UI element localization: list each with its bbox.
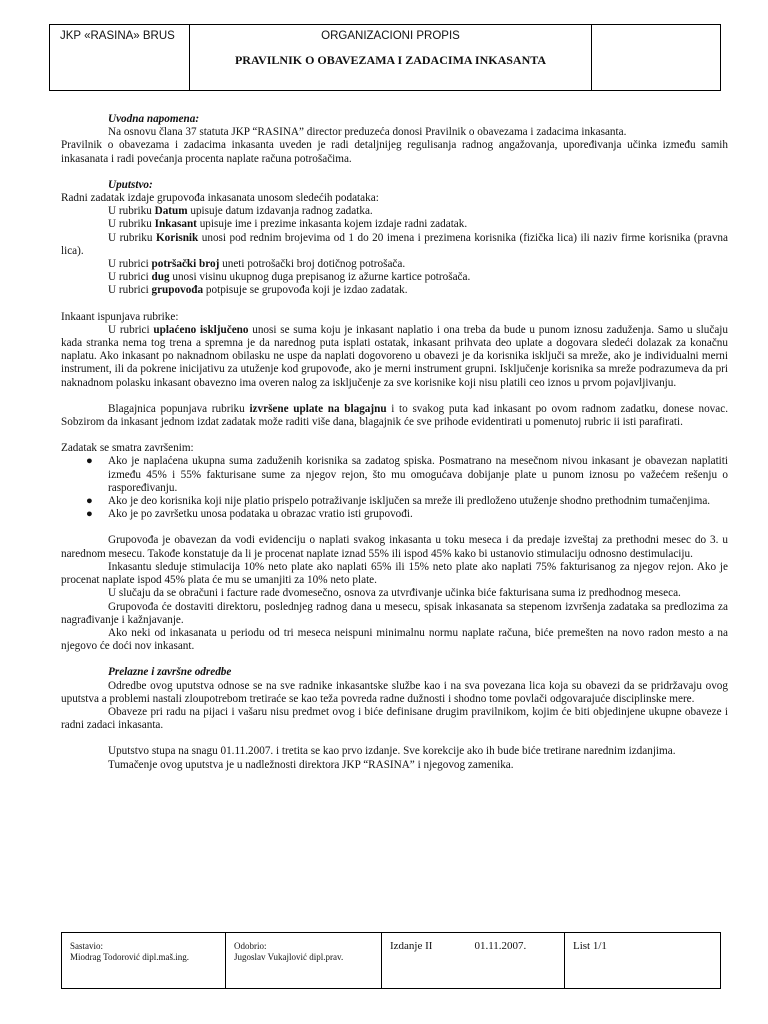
inkasant-lead: Inkaant ispunjava rubrike: xyxy=(61,310,179,323)
document-body xyxy=(61,113,728,772)
uputstvo-item: U rubriku Inkasant upisuje ime i prezime inkasanta kojem izdaje radni zadatak. xyxy=(108,218,468,231)
list-item: ● Ako je naplaćena ukupna suma zaduženih korisnika sa zadatog spiska. Posmatrano na mesečnom nivou inkasant je obavezan naplatiti između 45% i 55% fakturisane sume za njegov rejon, što mu omogućava dobijanje plate u punom iznosu po važećem rešenju o raspoređivanju. xyxy=(86,455,728,494)
uputstvo-item: U rubrici grupovođa potpisuje se grupovođa koji je izdao zadatak. xyxy=(108,284,408,297)
grupovodja-paragraph: U slučaju da se obračuni i facture rade dvomesečno, osnova za utvrđivanje učinka biće fakturisana suma iz predhodnog meseca. xyxy=(108,587,681,600)
footer-table xyxy=(61,932,721,989)
uputstvo-item: U rubriku Datum upisuje datum izdavanja radnog zadatka. xyxy=(108,205,373,218)
grupovodja-paragraph: Grupovođa će dostaviti direktoru, poslednjeg radnog dana u mesecu, spisak inkasanata sa stepenom izvršenja zadataka sa predlozima za nagrađivanje i kažnjavanje. xyxy=(61,600,728,626)
bullet-icon: ● xyxy=(86,495,93,508)
bullet-icon: ● xyxy=(86,455,93,468)
footer-list: List 1/1 xyxy=(573,940,607,952)
intro-paragraph-2: Pravilnik o obavezama i zadacima inkasanta uveden je radi detaljnijeg regulisanja radnog angažovanja, upoređivanja učinka između samih inkasanata i radi povećanja procenta naplate računa potrošačima. xyxy=(61,139,728,165)
uputstvo-lead: Radni zadatak izdaje grupovođa inkasanata unosom sledećih podataka: xyxy=(61,192,379,205)
uputstvo-item: U rubriku Korisnik unosi pod rednim brojevima od 1 do 20 imena i prezimena korisnika (fizička lica) ili naziv firme korisnika (pravna lica). xyxy=(61,231,728,257)
intro-heading: Uvodna napomena: xyxy=(108,113,200,125)
uputstvo-item: U rubrici potršački broj uneti potrošački broj dotičnog potrošača. xyxy=(108,258,406,271)
prelazne-paragraph-1: Odredbe ovog uputstva odnose se na sve radnike inkasantske službe kao i na sva povezana lica koja su obavezi da se pridržavaju ovog uputstva a problemi nastali zloupotrebom tretiraće se kao teža povreda radne dužnosti i shodno tome povlači odgovarajuće disciplinske mere. xyxy=(61,679,728,705)
header-center xyxy=(190,25,592,90)
uputstvo-item: U rubrici dug unosi visinu ukupnog duga prepisanog iz ažurne kartice potrošača. xyxy=(108,271,471,284)
company-name: JKP «RASINA» BRUS xyxy=(50,25,190,90)
prelazne-heading: Prelazne i završne odredbe xyxy=(108,666,232,679)
inkasant-paragraph: U rubrici uplaćeno isključeno unosi se suma koju je inkasant naplatio i ona treba da bude u punom iznosu zaduženja. Samo u slučaju kada stranka nema tog trena a spremna je da narednog puta isplati ostatak, inkasant prihvata deo uplate a dogovara sledeći dolazak za konačnu naplatu. Ako inkasant po naknadnom obilasku ne uspe da naplati dogovoreno u obavezi je da korisnika isključi sa mreže, ako je individualni merni instrument, ili da pokrene inicijativu za utuženje kod grupovođe, ako je merni instrument grupni. Isključenje korisnika sa mreže podrazumeva da pri naknadnom polasku inkasant obavezno ima overen nalog za isključenje za sve korisnike koji nisu platili ceo iznos u prvom pojavljivanju. xyxy=(61,323,728,389)
header-table xyxy=(49,24,721,91)
doc-title: PRAVILNIK O OBAVEZAMA I ZADACIMA INKASANTA xyxy=(234,53,547,67)
grupovodja-paragraph: Grupovođa je obavezan da vodi evidenciju o naplati svakog inkasanta u toku meseca i da predaje izveštaj za prethodni mesec do 3. u narednom mesecu. Takođe konstatuje da li je procenat naplate iznad 55% ili ispod 45% kako bi ustanovio stimulaciju odnosno destimulaciju. xyxy=(61,534,728,560)
prelazne-paragraph-2: Obaveze pri radu na pijaci i vašaru nisu predmet ovog i biće definisane drugim pravilnikom, kojim će biti objedinjene ukupne obaveze i radni zadaci inkasanta. xyxy=(61,705,728,732)
blagajnica-paragraph: Blagajnica popunjava rubriku izvršene uplate na blagajnu i to svakog puta kad inkasant po ovom radnom zadatku, donese novac. Sobzirom da inkasant jednom izdat zadatak može raditi više dana, blagajnik će sve prihode evidentirati u pomenutoj rubric ii isti parafirati. xyxy=(61,402,729,429)
list-item: ● Ako je po završetku unosa podataka u obrazac vratio isti grupovođi. xyxy=(86,508,413,521)
prelazne-paragraph-4: Tumačenje ovog uputstva je u nadležnosti direktora JKP “RASINA” i njegovog zamenika. xyxy=(108,758,514,771)
zavrsen-lead: Zadatak se smatra završenim: xyxy=(61,442,194,455)
footer-izdanje: Izdanje II 01.11.2007. xyxy=(382,933,565,988)
prelazne-paragraph-3: Uputstvo stupa na snagu 01.11.2007. i tretita se kao prvo izdanje. Sve korekcije ako ih bude biće tretirane narednim izdanjima. xyxy=(108,745,676,758)
header-empty-cell xyxy=(592,25,720,90)
uputstvo-heading: Uputstvo: xyxy=(108,178,153,191)
grupovodja-paragraph: Ako neki od inkasanata u periodu od tri meseca neispuni minimalnu normu naplate računa, biće premešten na novo radon mesto a na njegovo će doći nov inkasant. xyxy=(61,626,728,653)
list-item: ● Ako je deo korisnika koji nije platio prispelo potraživanje isključen sa mreže ili predloženo utuženje shodno prethodnim tumačenjima. xyxy=(86,495,711,508)
footer-sastavio: Sastavio: Miodrag Todorović dipl.maš.ing. xyxy=(62,933,226,988)
zavrsen-list xyxy=(61,455,728,521)
bullet-icon: ● xyxy=(86,508,93,521)
intro-paragraph-1: Na osnovu člana 37 statuta JKP “RASINA” director preduzeća donosi Pravilnik o obavezama i zadacima inkasanta. xyxy=(108,126,627,139)
doc-type: ORGANIZACIONI PROPIS xyxy=(321,30,460,42)
grupovodja-paragraph: Inkasantu sleduje stimulacija 10% neto plate ako naplati 65% ili 15% neto plate ako naplati 75% fakturisanog za njegov rejon. Ako je procenat naplate ispod 45% plata će mu se umanjiti za 10% neto plate. xyxy=(61,560,728,587)
footer-odobrio: Odobrio: Jugoslav Vukajlović dipl.prav. xyxy=(226,933,382,988)
